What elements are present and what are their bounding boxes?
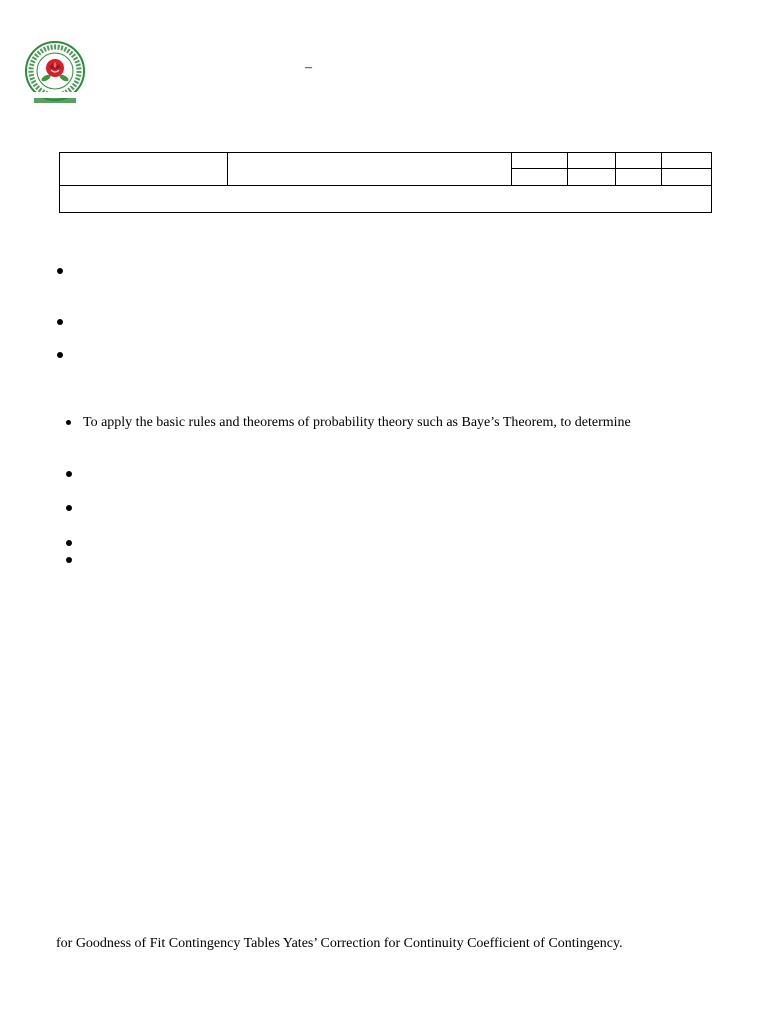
table-row	[60, 185, 712, 212]
table-cell-p-value	[616, 169, 662, 185]
list-bullet	[57, 268, 63, 274]
table-cell-t-value	[568, 169, 616, 185]
list-bullet	[66, 471, 72, 477]
table-cell-full-width	[60, 185, 712, 212]
header-dash: –	[305, 60, 312, 75]
objective-item-text: To apply the basic rules and theorems of probability theory such as Baye’s Theorem, to determine	[83, 415, 631, 430]
list-bullet	[66, 557, 72, 563]
university-logo	[24, 40, 86, 106]
table-cell-course-code	[60, 153, 228, 186]
list-bullet	[66, 420, 71, 425]
syllabus-text-line: for Goodness of Fit Contingency Tables Yates’ Correction for Continuity Coefficient of Contingency.	[56, 936, 623, 951]
table-cell-p-header	[616, 153, 662, 169]
table-row	[60, 153, 712, 169]
table-cell-t-header	[568, 153, 616, 169]
list-bullet	[57, 319, 63, 325]
list-bullet	[66, 505, 72, 511]
university-seal-icon	[24, 40, 86, 106]
list-bullet	[57, 352, 63, 358]
list-bullet	[66, 540, 72, 546]
table-cell-course-title	[228, 153, 512, 186]
table-cell-l-value	[512, 169, 568, 185]
table-cell-c-value	[662, 169, 712, 185]
course-details-table	[59, 152, 712, 213]
table-cell-c-header	[662, 153, 712, 169]
table-cell-l-header	[512, 153, 568, 169]
